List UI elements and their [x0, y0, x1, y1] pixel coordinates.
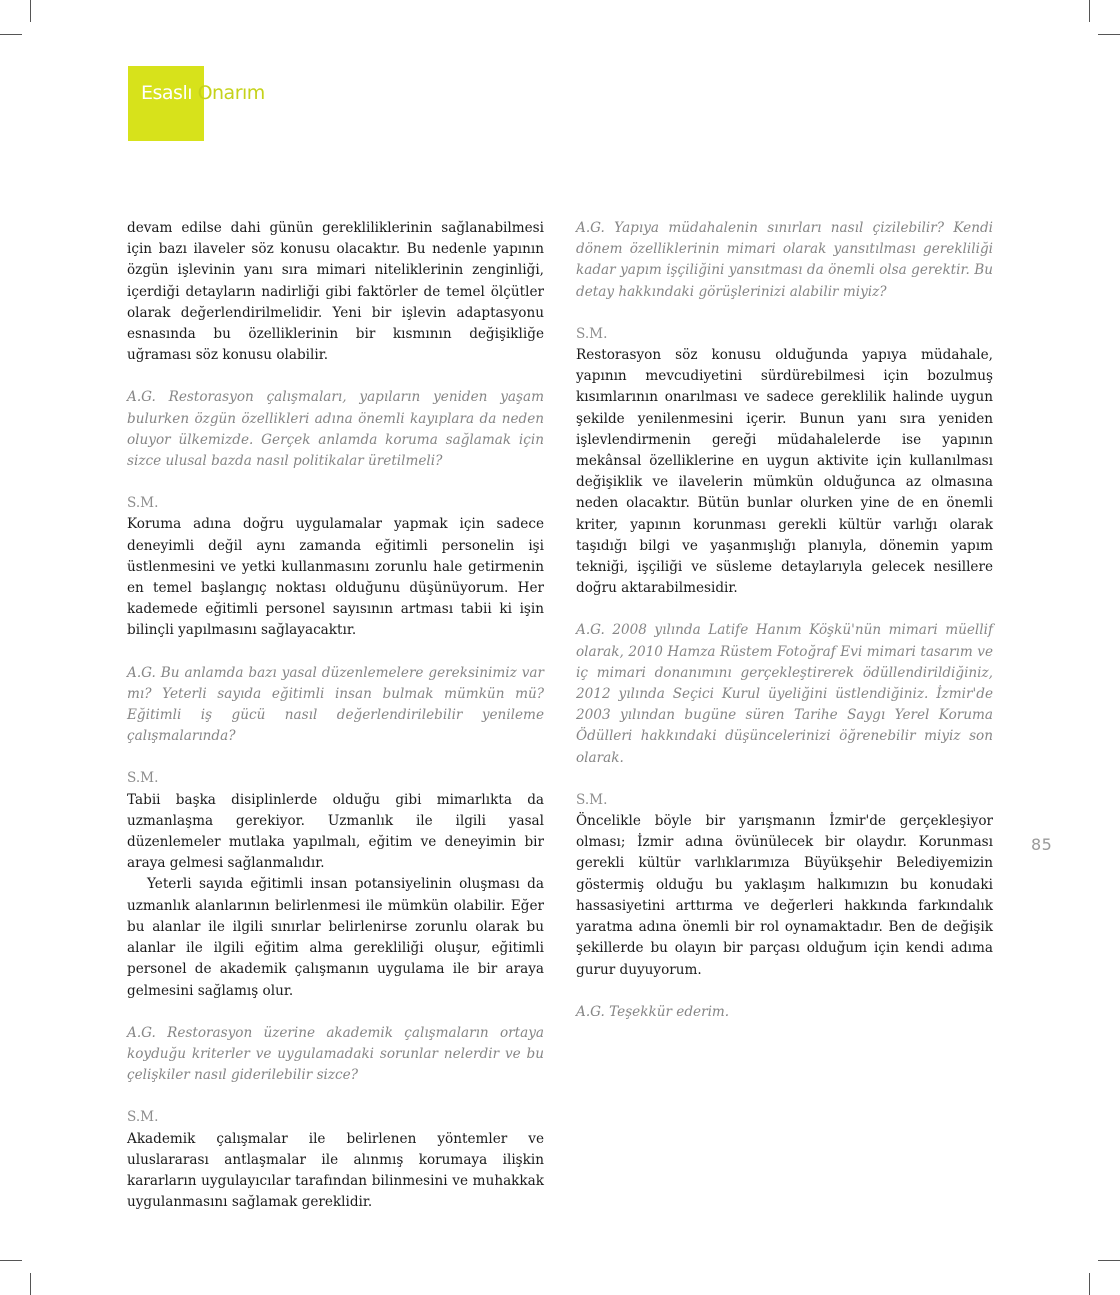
section-title-word-2: Onarım [197, 82, 265, 104]
interview-question: A.G. Restorasyon üzerine akademik çalışmaların ortaya koyduğu kriterler ve uygulamadaki sorunlar nelerdir ve bu çelişkiler nasıl giderilebilir sizce? [127, 1024, 544, 1084]
section-title-word-1: Esaslı [141, 82, 193, 104]
interview-closing: A.G. Teşekkür ederim. [576, 1003, 730, 1020]
crop-mark-bottom-left-vertical [30, 1273, 31, 1295]
interview-answer: Tabii başka disiplinlerde olduğu gibi mimarlıkta da uzmanlaşma gerekiyor. Uzmanlık ile ilgili yasal düzenlemeler mutlaka yapılmalı, eğitim ve deneyimin bir araya gelmesi sağlanmalıdır. [127, 791, 544, 872]
speaker-label: S.M. [127, 1109, 159, 1126]
interview-question: A.G. Yapıya müdahalenin sınırları nasıl çizilebilir? Kendi dönem özelliklerinin mimari olarak yansıtılması gerekliliği kadar yapım işçiliğini yansıtması da önemli olsa gerektir. Bu detay hakkındaki görüşlerinizi alabilir miyiz? [576, 220, 993, 300]
speaker-label: S.M. [576, 325, 608, 342]
interview-question: A.G. Restorasyon çalışmaları, yapıların yeniden yaşam bulurken özgün özellikleri adına önemli kayıplara da neden oluyor ülkemizde. Gerçek anlamda koruma sağlamak için sizce ulusal bazda nasıl politikalar üretilmeli? [127, 389, 544, 470]
paragraph: devam edilse dahi günün gerekliliklerinin sağlanabilmesi için bazı ilaveler söz konusu olacaktır. Bu nedenle yapının özgün işlevinin yanı sıra mimari niteliklerinin zenginliği, içerdiği detayların nadirliği gibi faktörler de temel ölçütler olarak değerlendirilmelidir. Yeni bir işlevin adaptasyonu esnasında bu özelliklerinin bir kısmının değişikliğe uğraması söz konusu olabilir. [127, 220, 544, 364]
crop-mark-bottom-left-horizontal [0, 1260, 22, 1261]
crop-mark-top-right-horizontal [1098, 34, 1120, 35]
speaker-label: S.M. [127, 770, 159, 787]
left-column [127, 218, 544, 1213]
interview-answer-continued: Yeterli sayıda eğitimli insan potansiyelinin oluşması da uzmanlık alanlarının belirlenmesi ile mümkün olabilir. Eğer bu alanlar ile ilgili sınırlar belirlenirse zorunlu olarak bu alanlar ile ilgili eğitim alma gerekliliği oluşur, eğitimli personel de akademik çalışmanın uygulama ile bir araya gelmesini sağlamış olur. [127, 876, 544, 999]
interview-answer: Akademik çalışmalar ile belirlenen yöntemler ve uluslararası antlaşmalar ile alınmış korumaya ilişkin kararların uygulayıcılar tarafından bilinmesini ve muhakkak uygulanmasını sağlamak gereklidir. [127, 1130, 544, 1211]
interview-answer: Koruma adına doğru uygulamalar yapmak için sadece deneyimli değil aynı zamanda eğitimli personelin işi üstlenmesini ve yetki kullanmasını zorunlu hale getirmenin en temel başlangıç noktası olduğunu düşünüyorum. Her kademede eğitimli personel sayısının artması tabii ki işin bilinçli yapılmasını sağlayacaktır. [127, 516, 544, 639]
speaker-label: S.M. [127, 495, 159, 512]
page-number: 85 [1031, 835, 1053, 854]
right-column [576, 218, 993, 1023]
interview-answer: Öncelikle böyle bir yarışmanın İzmir'de gerçekleşiyor olması; İzmir adına övünülecek bir olaydır. Korunması gerekli kültür varlıklarımıza Büyükşehir Belediyemizin göstermiş olduğu bu yaklaşım halkımızın bu konudaki hassasiyetini arttırma ve değerleri hakkında farkındalık yaratma adına önemli bir rol oynamaktadır. Ben de değişik şekillerde bu olayın bir parçası olduğum için kendi adıma gurur duyuyorum. [576, 813, 993, 978]
crop-mark-top-left-vertical [30, 0, 31, 22]
interview-answer: Restorasyon söz konusu olduğunda yapıya müdahale, yapının mevcudiyetini sürdürebilmesi için bozulmuş kısımlarının onarılması ve sadece gereklilik halinde uygun şekilde yenilenmesini içerir. Bunun yanı sıra yeniden işlevlendirmenin gereği müdahalelerde ise yapının mekânsal özelliklerine en uygun aktivite için kullanılması değişiklik ve ilavelerin mümkün olduğunca az olmasına neden olacaktır. Bütün bunlar olurken yine de en önemli kriter, yapının korunması gerekli kültür varlığı olarak taşıdığı bilgi ve yaşanmışlığı planıyla, dönemin yapım tekniği, işçiliği ve süsleme detaylarıyla gelecek nesillere doğru aktarabilmesidir. [576, 347, 993, 597]
interview-question: A.G. 2008 yılında Latife Hanım Köşkü'nün mimari müellif olarak, 2010 Hamza Rüstem Fotoğraf Evi mimari tasarım ve iç mimari donanımını gerçekleştirerek ödüllendirildiğiniz, 2012 yılında Seçici Kurul üyeliğini üstlendiğiniz. İzmir'de 2003 yılından bugüne süren Tarihe Saygı Yerel Koruma Ödülleri hakkındaki düşüncelerinizi öğrenebilir miyiz son olarak. [576, 622, 993, 766]
speaker-label: S.M. [576, 791, 608, 808]
crop-mark-bottom-right-vertical [1089, 1273, 1090, 1295]
interview-question: A.G. Bu anlamda bazı yasal düzenlemelere gereksinimiz var mı? Yeterli sayıda eğitimli insan bulmak mümkün mü? Eğitimli iş gücü nasıl değerlendirilebilir yenileme çalışmalarında? [127, 664, 544, 745]
crop-mark-bottom-right-horizontal [1098, 1260, 1120, 1261]
crop-mark-top-right-vertical [1089, 0, 1090, 22]
section-title [141, 82, 265, 104]
crop-mark-top-left-horizontal [0, 34, 22, 35]
